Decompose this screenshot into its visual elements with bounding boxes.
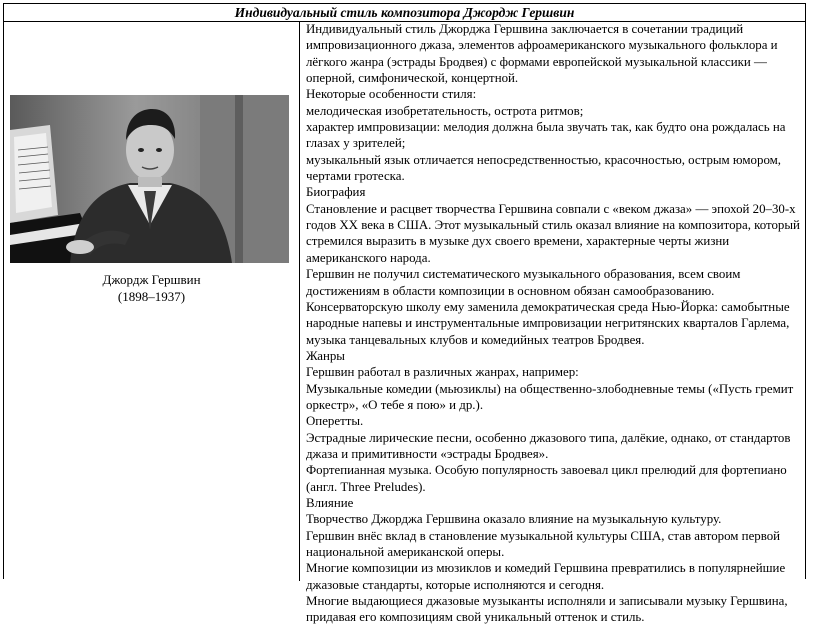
paragraph: Многие композиции из мюзиклов и комедий Гершвина превратились в популярнейшие джазовые стандарты, которые исполняются и сегодня. xyxy=(306,561,786,592)
paragraph: Становление и расцвет творчества Гершвина совпали с «веком джаза» — эпохой 20–30-х годов XX века в США. Этот музыкальный стиль оказал влияние на композитора, который стремился выразить в музыке дух своего времени, характерные черты жизни американского народа. xyxy=(306,201,800,265)
paragraph: Гершвин не получил систематического музыкального образования, всем своим достижениям в области композиции в основном обязан самообразованию. xyxy=(306,267,741,298)
column-divider xyxy=(299,21,300,581)
paragraph: Гершвин работал в различных жанрах, например: xyxy=(306,365,579,380)
paragraph: Музыкальные комедии (мьюзиклы) на общественно-злободневные темы («Пусть гремит оркестр», «О тебе я пою» и др.). xyxy=(306,381,794,412)
description-cell xyxy=(306,21,804,626)
paragraph: характер импровизации: мелодия должна была звучать так, как будто она рождалась на глазах у зрителей; xyxy=(306,120,786,151)
paragraph: мелодическая изобретательность, острота ритмов; xyxy=(306,103,584,118)
paragraph: музыкальный язык отличается непосредственностью, красочностью, острым юмором, чертами гротеска. xyxy=(306,152,782,184)
paragraph: Гершвин внёс вклад в становление музыкальной культуры США, став автором первой национальной американской оперы. xyxy=(306,528,781,559)
paragraph: Оперетты. xyxy=(306,414,364,429)
table-title: Индивидуальный стиль композитора Джордж Гершвин xyxy=(4,4,805,22)
portrait-caption xyxy=(4,272,299,305)
portrait-photo xyxy=(10,95,289,263)
paragraph: Эстрадные лирические песни, особенно джазового типа, далёкие, однако, от стандартов джаза и примитивности «эстрады Бродвея». xyxy=(306,430,791,461)
style-table xyxy=(3,3,806,625)
paragraph: Индивидуальный стиль Джорджа Гершвина заключается в сочетании традиций импровизационного джаза, элементов афроамериканского музыкального фольклора и лёгкого жанра (эстрады Бродвея) с формами европейской музыкальной классики — оперной, симфонической, концертной. xyxy=(306,22,778,86)
paragraph: Творчество Джорджа Гершвина оказало влияние на музыкальную культуру. xyxy=(306,512,722,527)
portrait-illustration xyxy=(10,95,289,263)
paragraph: Фортепианная музыка. Особую популярность завоевал цикл прелюдий для фортепиано (англ. Three Preludes). xyxy=(306,463,787,494)
section-heading: Биография xyxy=(306,185,366,200)
paragraph: Некоторые особенности стиля: xyxy=(306,87,477,102)
paragraph: Консерваторскую школу ему заменила демократическая среда Нью-Йорка: самобытные народные напевы и инструментальные импровизации негритянских кварталов Гарлема, музыка танцевальных клубов и комедийных театров Бродвея. xyxy=(306,299,790,347)
composer-name: Джордж Гершвин xyxy=(102,272,201,287)
paragraph: Многие выдающиеся джазовые музыканты исполняли и записывали музыку Гершвина, придавая его композициям свой уникальный оттенок и стиль. xyxy=(306,594,788,625)
composer-years: (1898–1937) xyxy=(117,288,186,304)
section-heading: Влияние xyxy=(306,495,354,510)
portrait-cell xyxy=(4,22,299,580)
section-heading: Жанры xyxy=(306,348,345,363)
